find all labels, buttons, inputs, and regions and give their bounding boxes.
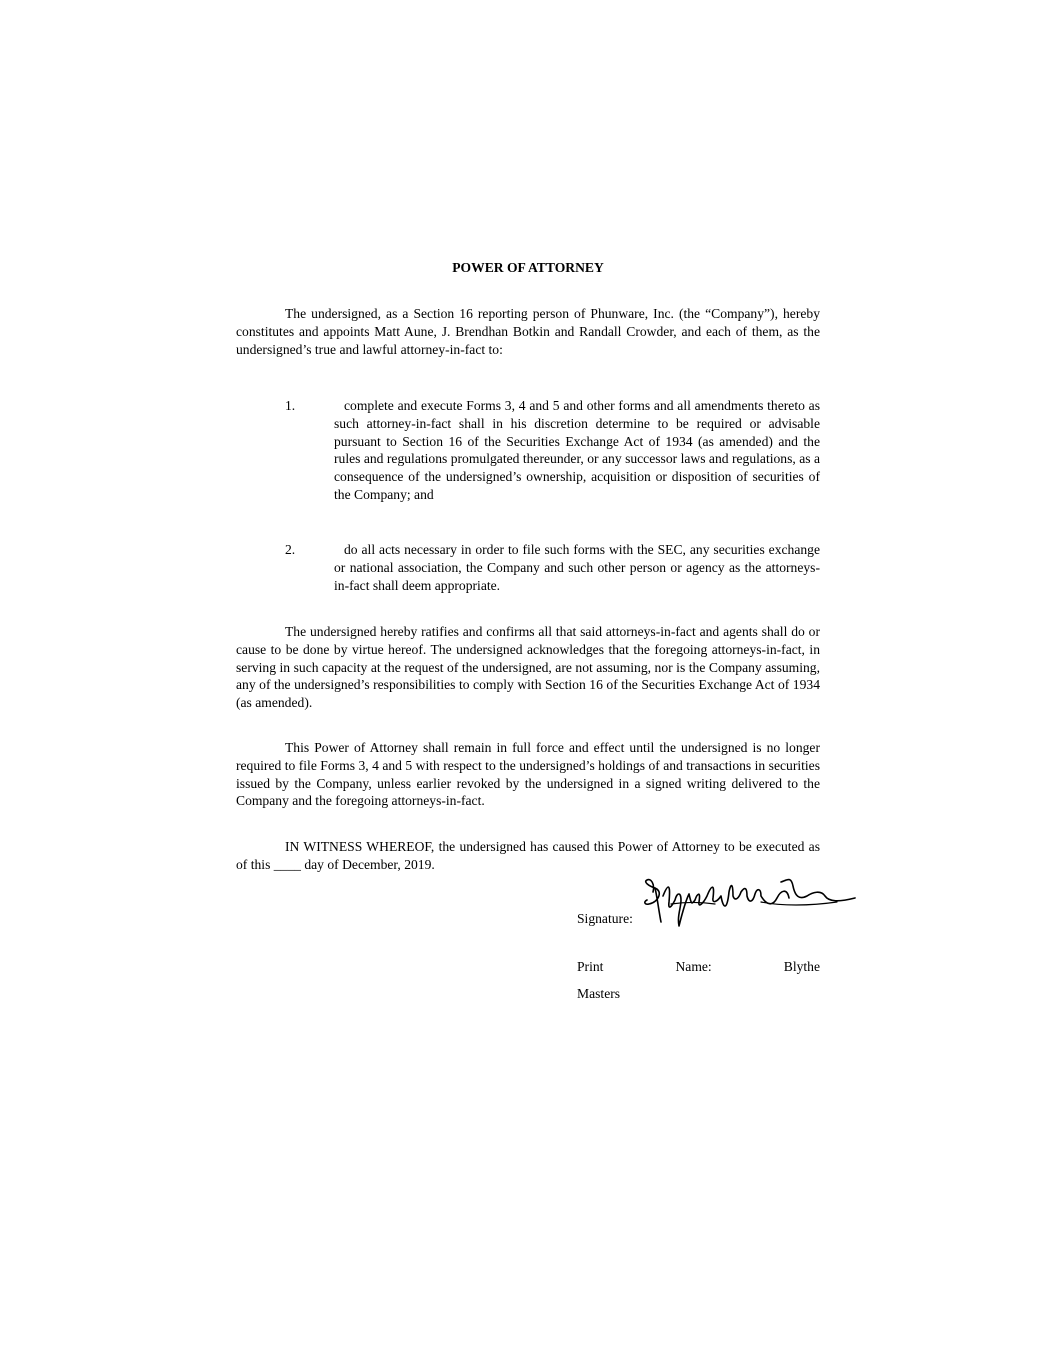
list-item-number: 1. xyxy=(285,398,296,413)
ratification-paragraph: The undersigned hereby ratifies and confirms all that said attorneys-in-fact and agents shall do or cause to be done by virtue hereof. The undersigned acknowledges that the foregoing attorneys-in-fact, in serving in such capacity at the request of the undersigned, are not assuming, nor is the Company assuming, any of the undersigned’s responsibilities to comply with Section 16 of the Securities Exchange Act of 1934 (as amended). xyxy=(236,624,820,711)
name-word: Name: xyxy=(675,959,712,974)
signature-block xyxy=(577,872,867,932)
list-item-number: 2. xyxy=(285,542,296,557)
printed-first-name: Blythe xyxy=(783,959,820,974)
list-item-text: complete and execute Forms 3, 4 and 5 and other forms and all amendments thereto as such attorney-in-fact shall in his discretion determine to be required or advisable pursuant to Section 16 of the Securities Exchange Act of 1934 (as amended) and the rules and regulations promulgated thereunder, or any successor laws and regulations, as a consequence of the undersigned’s ownership, acquisition or disposition of securities of the Company; and xyxy=(334,398,820,502)
duration-paragraph: This Power of Attorney shall remain in full force and effect until the undersigned is no longer required to file Forms 3, 4 and 5 with respect to the undersigned’s holdings of and transactions in securities issued by the Company, unless earlier revoked by the undersigned in a signed writing delivered to the Company and the foregoing attorneys-in-fact. xyxy=(236,740,820,809)
list-item xyxy=(285,541,820,594)
print-word: Print xyxy=(577,959,604,974)
printed-last-name: Masters xyxy=(577,986,621,1001)
list-item xyxy=(285,397,820,504)
witness-paragraph: IN WITNESS WHEREOF, the undersigned has caused this Power of Attorney to be executed as of this ____ day of December, 2019. xyxy=(236,839,820,872)
signature-label: Signature: xyxy=(577,911,633,926)
document-title: POWER OF ATTORNEY xyxy=(452,260,604,275)
print-name-line xyxy=(577,958,820,976)
signature-image xyxy=(641,872,857,930)
list-item-text: do all acts necessary in order to file such forms with the SEC, any securities exchange or national association, the Company and such other person or agency as the attorneys-in-fact shall deem appropriate. xyxy=(334,542,820,593)
intro-paragraph: The undersigned, as a Section 16 reporting person of Phunware, Inc. (the “Company”), hereby constitutes and appoints Matt Aune, J. Brendhan Botkin and Randall Crowder, and each of them, as the undersigned’s true and lawful attorney-in-fact to: xyxy=(236,306,820,357)
